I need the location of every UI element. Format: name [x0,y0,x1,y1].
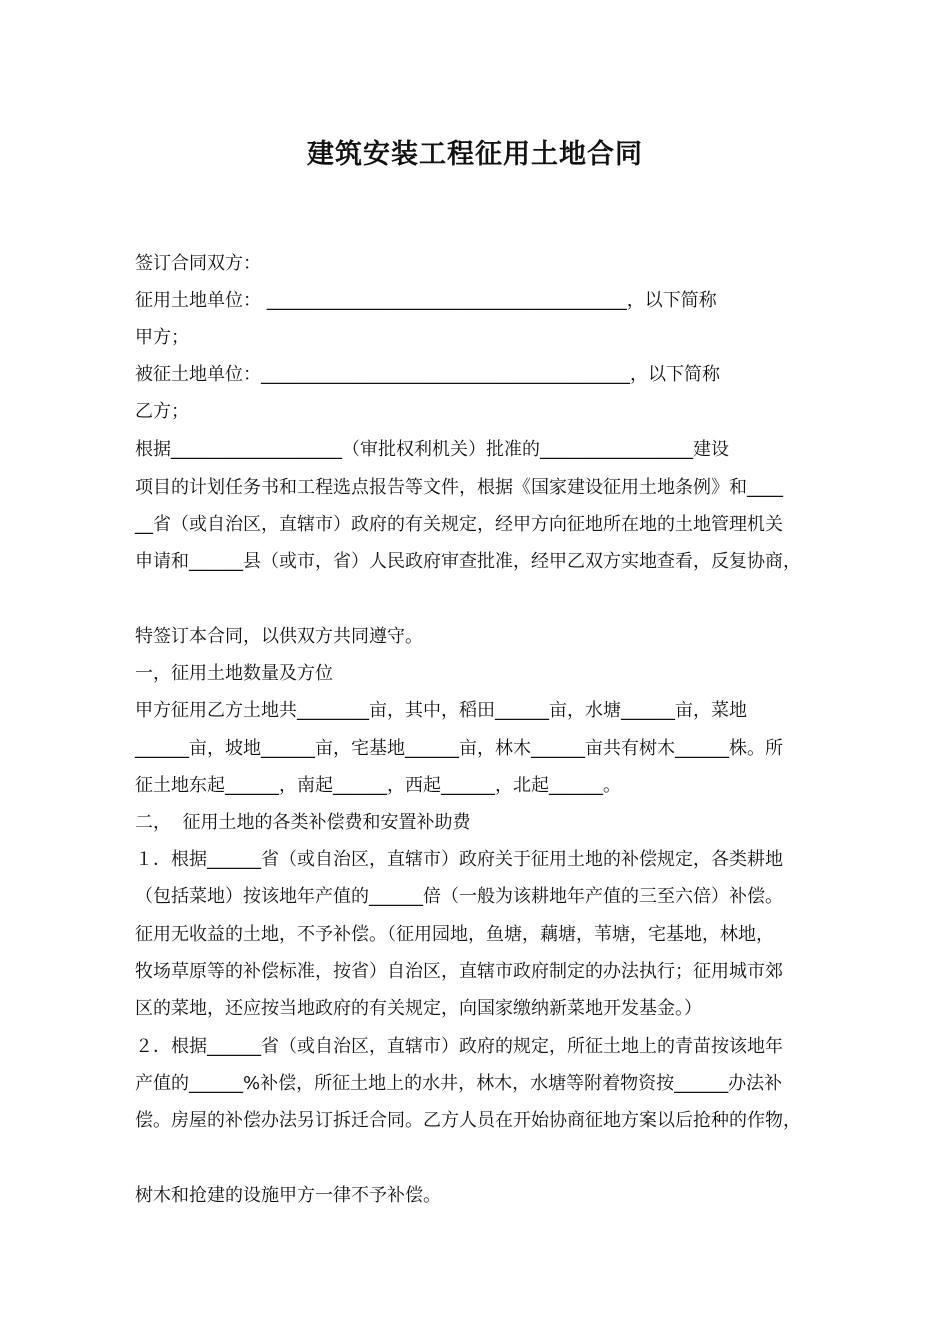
clause-1-line-5: 区的菜地，还应按当地政府的有关规定，向国家缴纳新菜地开发基金。） [135,998,702,1019]
section-one-heading: 一，征用土地数量及方位 [135,663,333,684]
clause-2-line-4: 树木和抢建的设施甲方一律不予补偿。 [135,1185,441,1206]
clause-1-line-1: １．根据______省（或自治区，直辖市）政府关于征用土地的补偿规定，各类耕地 [135,849,783,870]
document-title: 建筑安装工程征用土地合同 [307,139,643,170]
preamble-line-1: 根据___________________（审批权利机关）批准的_________________建设 [135,439,729,460]
party-a-label: 甲方； [135,327,189,348]
preamble-line-2: 项目的计划任务书和工程选点报告等文件，根据《国家建设征用土地条例》和____ [135,477,783,498]
section-two-heading: 二， 征用土地的各类补偿费和安置补助费 [135,812,471,833]
section-one-line-1: 甲方征用乙方土地共________亩，其中，稻田______亩，水塘______亩，菜地 [135,700,747,721]
clause-1-line-3: 征用无收益的土地，不予补偿。（征用园地，鱼塘，藕塘，苇塘，宅基地，林地， [135,924,774,945]
clause-2-line-1: ２．根据______省（或自治区，直辖市）政府的规定，所征土地上的青苗按该地年 [135,1036,783,1057]
clause-2-line-2: 产值的______%补偿，所征土地上的水井，林木，水塘等附着物资按______办法补 [135,1073,783,1094]
land-acquired-unit-line: 被征土地单位：_________________________________________，以下简称 [135,364,720,385]
preamble-line-5: 特签订本合同，以供双方共同遵守。 [135,626,423,647]
preamble-line-4: 申请和______县（或市，省）人民政府审查批准，经甲乙双方实地查看，反复协商， [135,551,801,572]
clause-1-line-2: （包括菜地）按该地年产值的______倍（一般为该耕地年产值的三至六倍）补偿。 [135,886,783,907]
party-b-label: 乙方； [135,401,189,422]
signing-parties-label: 签订合同双方： [135,253,261,274]
section-one-line-3: 征土地东起______，南起______，西起______，北起______。 [135,775,621,796]
preamble-line-3: __省（或自治区，直辖市）政府的有关规定，经甲方向征地所在地的土地管理机关 [135,514,783,535]
section-one-line-2: ______亩，坡地______亩，宅基地______亩，林木______亩共有树木______株。所 [135,738,783,759]
clause-2-line-3: 偿。房屋的补偿办法另订拆迁合同。乙方人员在开始协商征地方案以后抢种的作物， [135,1110,801,1131]
clause-1-line-4: 牧场草原等的补偿标准，按省）自治区，直辖市政府制定的办法执行；征用城市郊 [135,961,783,982]
land-acquiring-unit-line: 征用土地单位： ________________________________________，以下简称 [135,290,717,311]
